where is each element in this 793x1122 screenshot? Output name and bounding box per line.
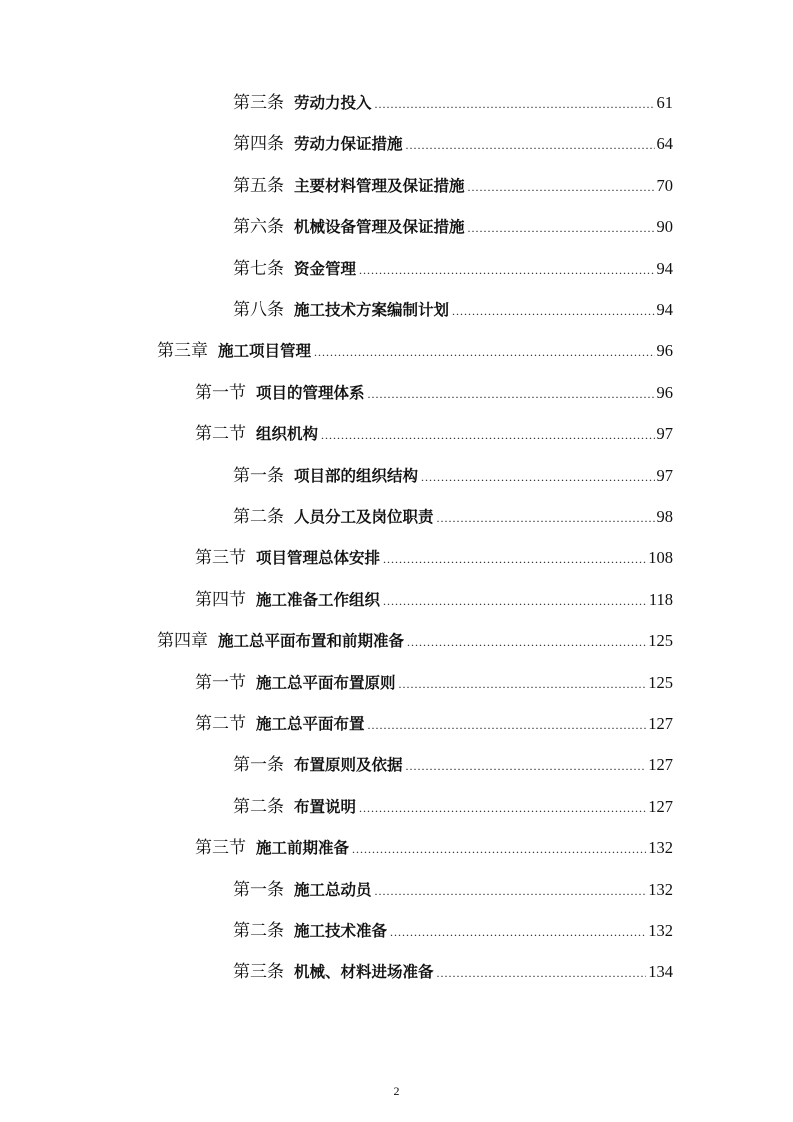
toc-entry-number: 第一节 <box>195 672 246 692</box>
toc-dot-leader <box>468 213 655 243</box>
toc-dot-leader <box>399 669 647 699</box>
toc-entry-number: 第四条 <box>233 134 284 154</box>
toc-entry[interactable] <box>233 502 673 532</box>
toc-entry[interactable] <box>233 88 673 118</box>
toc-entry-page: 132 <box>648 838 673 858</box>
toc-dot-leader <box>368 379 655 409</box>
toc-entry-number: 第三章 <box>157 341 208 361</box>
toc-entry-number: 第二条 <box>233 921 284 940</box>
toc-entry-page: 94 <box>656 300 673 319</box>
toc-dot-leader <box>375 876 647 906</box>
toc-dot-leader <box>406 751 647 781</box>
toc-dot-leader <box>321 420 654 450</box>
toc-entry-title: 施工准备工作组织 <box>256 590 381 609</box>
toc-entry[interactable] <box>233 750 673 780</box>
toc-entry-title: 施工总平面布置原则 <box>256 673 396 692</box>
toc-entry-page: 90 <box>656 217 673 237</box>
toc-entry-number: 第三节 <box>195 838 246 858</box>
toc-entry-number: 第一条 <box>233 465 284 485</box>
toc-dot-leader <box>421 462 654 492</box>
toc-entry[interactable] <box>157 336 673 366</box>
toc-entry-page: 94 <box>656 258 673 278</box>
toc-dot-leader <box>314 337 654 367</box>
toc-entry-number: 第二节 <box>195 714 246 733</box>
toc-entry-title: 机械设备管理及保证措施 <box>294 218 465 237</box>
toc-entry-title: 施工技术方案编制计划 <box>294 301 450 319</box>
toc-dot-leader <box>468 172 655 202</box>
toc-entry-number: 第八条 <box>233 300 284 319</box>
toc-dot-leader <box>383 544 646 574</box>
toc-entry[interactable] <box>195 543 673 573</box>
toc-entry-title: 布置说明 <box>294 797 357 816</box>
toc-entry-page: 108 <box>648 548 673 568</box>
toc-entry-page: 97 <box>656 424 673 444</box>
toc-dot-leader <box>437 503 655 533</box>
toc-entry[interactable] <box>233 792 673 822</box>
toc-entry[interactable] <box>233 295 673 325</box>
toc-dot-leader <box>437 958 647 988</box>
toc-dot-leader <box>452 296 654 326</box>
toc-entry-page: 98 <box>656 507 673 526</box>
toc-entry-page: 132 <box>648 879 673 899</box>
toc-dot-leader <box>359 255 654 285</box>
toc-entry[interactable] <box>233 171 673 201</box>
toc-entry-number: 第二条 <box>233 507 284 526</box>
toc-dot-leader <box>406 130 655 160</box>
toc-entry-number: 第二节 <box>195 424 246 444</box>
toc-entry-number: 第三条 <box>233 93 284 112</box>
toc-entry[interactable] <box>233 129 673 159</box>
toc-entry-title: 施工总平面布置和前期准备 <box>218 632 405 651</box>
toc-entry[interactable] <box>157 626 673 656</box>
toc-entry-number: 第五条 <box>233 175 284 195</box>
toc-entry-page: 97 <box>656 465 673 485</box>
toc-entry-page: 127 <box>648 755 673 775</box>
toc-entry-page: 127 <box>648 796 673 816</box>
toc-entry-title: 布置原则及依据 <box>294 756 403 775</box>
toc-entry[interactable] <box>195 668 673 698</box>
toc-entry-title: 项目管理总体安排 <box>256 549 381 568</box>
toc-dot-leader <box>407 627 646 657</box>
toc-entry-title: 人员分工及岗位职责 <box>294 508 434 526</box>
toc-entry[interactable] <box>195 378 673 408</box>
toc-entry-title: 机械、材料进场准备 <box>294 963 434 982</box>
toc-entry-number: 第四章 <box>157 631 208 651</box>
toc-entry-page: 70 <box>656 175 673 195</box>
toc-entry[interactable] <box>195 419 673 449</box>
toc-dot-leader <box>383 586 647 616</box>
toc-entry[interactable] <box>233 212 673 242</box>
toc-entry-title: 施工总平面布置 <box>256 715 365 733</box>
toc-entry-number: 第二条 <box>233 796 284 816</box>
toc-dot-leader <box>359 793 646 823</box>
page-number: 2 <box>393 1084 400 1098</box>
toc-entry-page: 96 <box>656 382 673 402</box>
toc-entry-title: 项目的管理体系 <box>256 383 365 402</box>
toc-entry-number: 第七条 <box>233 258 284 278</box>
toc-entry-title: 施工技术准备 <box>294 922 388 940</box>
toc-entry-title: 资金管理 <box>294 259 357 278</box>
toc-entry[interactable] <box>233 875 673 905</box>
toc-entry-page: 127 <box>648 714 673 733</box>
toc-entry[interactable] <box>233 254 673 284</box>
toc-entry-title: 劳动力投入 <box>294 94 372 112</box>
toc-entry-number: 第六条 <box>233 217 284 237</box>
toc-entry-page: 132 <box>648 921 673 940</box>
toc-entry-page: 96 <box>656 341 673 361</box>
toc-entry-title: 施工总动员 <box>294 880 372 899</box>
toc-entry-page: 125 <box>648 672 673 692</box>
toc-entry-title: 组织机构 <box>256 425 319 444</box>
toc-entry-number: 第三节 <box>195 548 246 568</box>
toc-entry[interactable] <box>233 461 673 491</box>
toc-entry-title: 主要材料管理及保证措施 <box>294 176 465 195</box>
toc-entry-page: 61 <box>656 93 673 112</box>
toc-entry-title: 施工项目管理 <box>218 342 312 361</box>
toc-entry-page: 64 <box>656 134 673 154</box>
toc-entry-title: 施工前期准备 <box>256 839 350 858</box>
toc-entry-number: 第一节 <box>195 382 246 402</box>
toc-entry[interactable] <box>195 833 673 863</box>
toc-entry-title: 项目部的组织结构 <box>294 466 419 485</box>
toc-entry-page: 118 <box>648 589 673 609</box>
toc-entry-number: 第一条 <box>233 755 284 775</box>
toc-dot-leader <box>352 834 646 864</box>
toc-entry-number: 第四节 <box>195 589 246 609</box>
toc-entry-page: 125 <box>648 631 673 651</box>
toc-entry[interactable] <box>233 916 673 946</box>
toc-dot-leader <box>368 710 647 740</box>
toc-entry[interactable] <box>195 585 673 615</box>
toc-entry[interactable] <box>195 709 673 739</box>
toc-entry[interactable] <box>233 957 673 987</box>
toc-dot-leader <box>390 917 646 947</box>
toc-entry-page: 134 <box>648 962 673 982</box>
toc-dot-leader <box>375 89 655 119</box>
toc-entry-number: 第三条 <box>233 962 284 982</box>
toc-entry-number: 第一条 <box>233 879 284 899</box>
toc-entry-title: 劳动力保证措施 <box>294 135 403 154</box>
